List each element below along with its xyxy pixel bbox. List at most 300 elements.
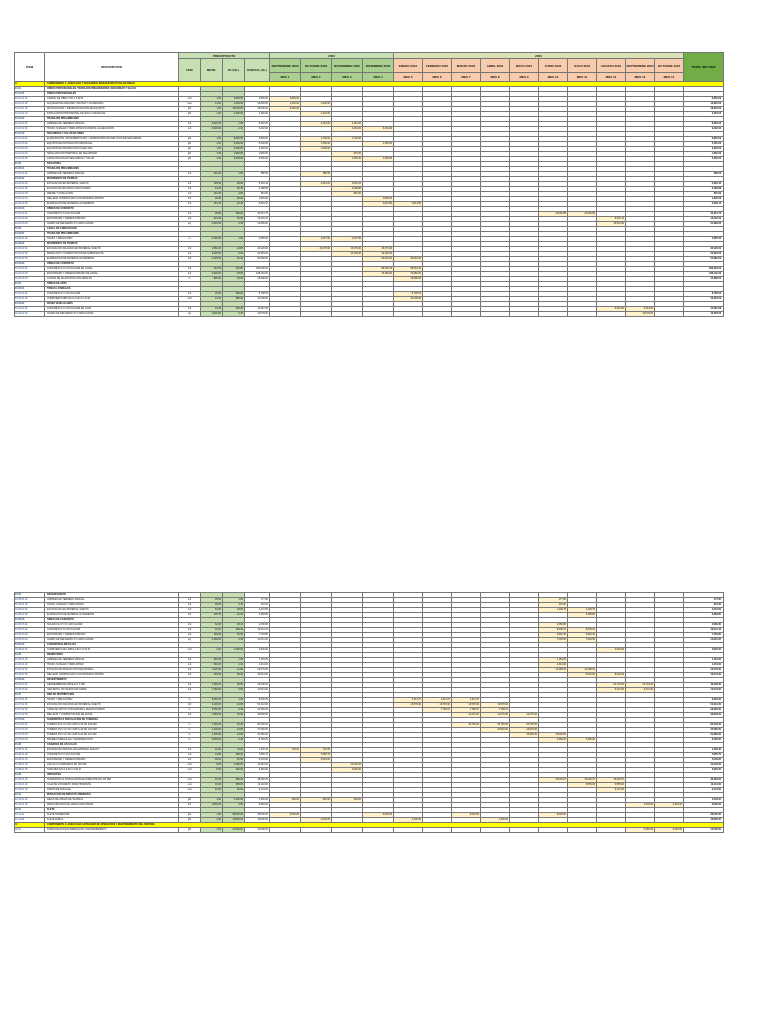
row-month-value: 2,368.80 bbox=[568, 613, 597, 618]
row-month-value: 975.00 bbox=[332, 152, 363, 157]
row-month-value: 8,708.52 bbox=[394, 292, 423, 297]
row-description: PASES VEHICULARES bbox=[45, 302, 179, 307]
row-item: 01.05.01.01 bbox=[15, 598, 45, 603]
row-month-value: 79,380.00 bbox=[394, 272, 423, 277]
row-item: 01.07.02.03 bbox=[15, 713, 45, 718]
row-item: 01.08.01.05 bbox=[15, 768, 45, 773]
row-item: 01.06 bbox=[15, 653, 45, 658]
row-month-value: 2,311.67 bbox=[452, 698, 481, 703]
row-description: CARTEL DE OBRA 3.60 X 4.80 M bbox=[45, 97, 179, 102]
row-parcial: 8,708.52 bbox=[245, 292, 270, 297]
row-item: 01.07 bbox=[15, 693, 45, 698]
col-total: TOTAL SET 2024 bbox=[684, 53, 724, 82]
row-unit: und bbox=[179, 778, 201, 783]
row-item: 01.06.01.01 bbox=[15, 658, 45, 663]
row-description: CARPINTERÍA METÁLICA bbox=[45, 643, 179, 648]
row-pu: 2.10 bbox=[223, 603, 245, 608]
row-total: 31,980.00 bbox=[684, 733, 724, 738]
row-parcial: 2,900.00 bbox=[245, 648, 270, 653]
row-parcial: 1,184.00 bbox=[245, 658, 270, 663]
row-parcial: 3,200.00 bbox=[245, 147, 270, 152]
row-total: 80,250.00 bbox=[684, 723, 724, 728]
row-month-value: 8,022.00 bbox=[597, 673, 626, 678]
row-description: COMPUERTA METÁLICA 0.40 X 0.40 M bbox=[45, 297, 179, 302]
row-total: 54,312.00 bbox=[684, 703, 724, 708]
row-month-value: 8,216.12 bbox=[597, 217, 626, 222]
row-pu: 9.80 bbox=[223, 688, 245, 693]
row-pu: 28.60 bbox=[223, 182, 245, 187]
row-item: 01.06.01.02 bbox=[15, 663, 45, 668]
row-description: MOVIMIENTO DE TIERRAS bbox=[45, 177, 179, 182]
row-parcial: 31,980.00 bbox=[245, 733, 270, 738]
row-description: TOMAS LATERALES bbox=[45, 287, 179, 292]
row-description: FLETE RURAL bbox=[45, 818, 179, 823]
row-month-value: 15,026.67 bbox=[568, 778, 597, 783]
row-parcial: 5,400.00 bbox=[245, 142, 270, 147]
row-month-value: 12,288.00 bbox=[568, 668, 597, 673]
row-metrado: 4,520.00 bbox=[201, 122, 223, 127]
row-pu: 22.40 bbox=[223, 613, 245, 618]
row-month-value: 2,327.50 bbox=[332, 237, 363, 242]
month-header: ENERO 2024 bbox=[394, 59, 423, 73]
row-description: RIEGO DE ZONAS DE TRABAJO bbox=[45, 798, 179, 803]
row-metrado: 312.40 bbox=[201, 217, 223, 222]
row-unit: kg bbox=[179, 638, 201, 643]
row-item: 01.07.03.01 bbox=[15, 723, 45, 728]
row-month-value bbox=[394, 828, 423, 833]
month-header: OCTUBRE 2024 bbox=[655, 59, 684, 73]
row-pu: 24.80 bbox=[223, 703, 245, 708]
row-total: 681.60 bbox=[684, 192, 724, 197]
row-item: 01.02.02.05 bbox=[15, 202, 45, 207]
row-description: CAMA DE APOYO CON MATERIAL SELECCIONADO bbox=[45, 708, 179, 713]
row-pu: 22.40 bbox=[223, 257, 245, 262]
row-item: 01.05.03 bbox=[15, 618, 45, 623]
row-parcial: 5,049.60 bbox=[245, 758, 270, 763]
row-description: SUMINISTRO E INSTALACIÓN DE TUBERÍAS bbox=[45, 718, 179, 723]
row-unit: glb bbox=[179, 798, 201, 803]
row-total: 6,188.88 bbox=[684, 187, 724, 192]
row-metrado: 14.00 bbox=[201, 102, 223, 107]
row-metrado: 1.00 bbox=[201, 107, 223, 112]
row-description: SOLADO E=4" F'C=100 KG/CM2 bbox=[45, 623, 179, 628]
row-pu: 96.00 bbox=[223, 788, 245, 793]
row-parcial: 46,128.00 bbox=[245, 247, 270, 252]
row-unit: glb bbox=[179, 107, 201, 112]
row-month-value: 9,625.00 bbox=[270, 813, 301, 818]
row-parcial: 201.60 bbox=[245, 603, 270, 608]
row-pu: 24.60 bbox=[223, 733, 245, 738]
row-month-value: 26,040.00 bbox=[363, 257, 394, 262]
col-descripcion: DESCRIPCIÓN bbox=[45, 53, 179, 82]
row-metrado: 1,640.00 bbox=[201, 312, 223, 317]
row-unit: glb bbox=[179, 818, 201, 823]
row-month-value bbox=[568, 828, 597, 833]
row-month-value: 15,544.50 bbox=[597, 222, 626, 227]
row-description: LIMPIEZA DE TERRENO MANUAL bbox=[45, 598, 179, 603]
row-description: COMPONENTE 2: ADECUADA CAPACIDAD DE OPERACIÓN Y MANTENIMIENTO DEL SISTEMA bbox=[45, 823, 724, 828]
col-pu: P.U.(S/.) bbox=[223, 59, 245, 82]
row-parcial: 16,800.00 bbox=[245, 102, 270, 107]
row-unit: m2 bbox=[179, 122, 201, 127]
row-parcial: 16,044.00 bbox=[245, 673, 270, 678]
row-month-value bbox=[423, 828, 452, 833]
row-total: 14,061.00 bbox=[684, 638, 724, 643]
row-month-value: 8,006.22 bbox=[539, 628, 568, 633]
row-metrado: 8.00 bbox=[201, 768, 223, 773]
row-unit: glb bbox=[179, 137, 201, 142]
row-month-value bbox=[301, 828, 332, 833]
row-pu: 468.20 bbox=[223, 753, 245, 758]
row-parcial: 47,080.00 bbox=[245, 728, 270, 733]
row-item: 01.02.03.02 bbox=[15, 217, 45, 222]
row-month-value: 3,892.40 bbox=[568, 633, 597, 638]
row-month-value: 15,026.67 bbox=[539, 778, 568, 783]
row-month-value: 3,330.00 bbox=[626, 803, 655, 808]
row-unit: m3 bbox=[179, 628, 201, 633]
row-description: COMPUERTA DE LIMPIA 0.60 X 0.60 M bbox=[45, 648, 179, 653]
row-metrado: 46.00 bbox=[201, 783, 223, 788]
row-item: 01.04.01 bbox=[15, 287, 45, 292]
row-description: OBRAS PROVISIONALES bbox=[45, 92, 179, 97]
row-total: 52,080.00 bbox=[684, 257, 724, 262]
row-description: CONCRETO F'C=210 KG/CM2 bbox=[45, 753, 179, 758]
row-description: CONCRETO F'C=210 KG/CM2 bbox=[45, 292, 179, 297]
row-description: SEGURIDAD Y SALUD EN OBRA bbox=[45, 132, 179, 137]
row-description: ENCOFRADO Y DESENCOFRADO bbox=[45, 758, 179, 763]
row-total: 2,380.80 bbox=[684, 623, 724, 628]
row-item: 01.02.01 bbox=[15, 167, 45, 172]
row-pu: 1.90 bbox=[223, 237, 245, 242]
row-pu: 18.40 bbox=[223, 277, 245, 282]
row-month-value: 12,288.00 bbox=[539, 668, 568, 673]
row-month-value bbox=[452, 828, 481, 833]
row-pu: 2.10 bbox=[223, 127, 245, 132]
row-unit: und bbox=[179, 763, 201, 768]
row-description: ALQUILER DE ALMACÉN, OFICINA Y GUARDIANÍA bbox=[45, 102, 179, 107]
row-description: ENCOFRADO Y DESENCOFRADO bbox=[45, 633, 179, 638]
row-metrado: 46.00 bbox=[201, 778, 223, 783]
row-unit: glb bbox=[179, 813, 201, 818]
row-month-value: 2,380.80 bbox=[539, 623, 568, 628]
row-pu: 6.45 bbox=[223, 638, 245, 643]
row-item: 01.06.03.01 bbox=[15, 683, 45, 688]
row-unit: m2 bbox=[179, 272, 201, 277]
row-description: DADOS DE ANCLAJE bbox=[45, 788, 179, 793]
row-description: EXCAVACIÓN MASIVA CON MAQUINARIA bbox=[45, 668, 179, 673]
row-total: 10,487.68 bbox=[684, 307, 724, 312]
row-parcial: 24,576.00 bbox=[245, 668, 270, 673]
row-metrado: 1.00 bbox=[201, 157, 223, 162]
row-item: 01 bbox=[15, 82, 45, 87]
row-item: 01.03.02 bbox=[15, 242, 45, 247]
row-total: 8,708.52 bbox=[684, 292, 724, 297]
row-pu: 1.85 bbox=[223, 658, 245, 663]
row-parcial: 9,492.00 bbox=[245, 127, 270, 132]
row-month-value: 4,380.00 bbox=[568, 738, 597, 743]
row-metrado: 96.80 bbox=[201, 212, 223, 217]
row-parcial: 36,828.00 bbox=[245, 713, 270, 718]
row-month-value: 1,350.00 bbox=[301, 142, 332, 147]
row-month-value: 4,200.00 bbox=[481, 818, 510, 823]
row-total: 4,200.00 bbox=[684, 798, 724, 803]
row-month-value: 8,022.00 bbox=[568, 673, 597, 678]
row-item: 01.02 bbox=[15, 162, 45, 167]
row-item: 01.02.03.03 bbox=[15, 222, 45, 227]
col-item: ITEM bbox=[15, 53, 45, 82]
row-pu: 1,280.00 bbox=[223, 763, 245, 768]
row-month-value: 600.00 bbox=[301, 798, 332, 803]
row-pu: 12,500.00 bbox=[223, 828, 245, 833]
row-pu: 1,950.00 bbox=[223, 152, 245, 157]
row-unit: glb bbox=[179, 157, 201, 162]
row-item: 01.03.03.03 bbox=[15, 277, 45, 282]
row-month-value: 12,276.00 bbox=[510, 713, 539, 718]
row-metrado: 1.00 bbox=[201, 798, 223, 803]
row-description: OBRAS PROVISIONALES, TRABAJOS PRELIMINARES, SEGURIDAD Y SALUD bbox=[45, 87, 179, 92]
row-metrado: 612.50 bbox=[201, 267, 223, 272]
row-month-value: 10,192.00 bbox=[332, 252, 363, 257]
row-metrado: 62.00 bbox=[201, 623, 223, 628]
row-description: SUMINISTRO E INSTALACIÓN DE HIDRANTE DN 110 MM bbox=[45, 778, 179, 783]
month-header: MARZO 2024 bbox=[452, 59, 481, 73]
row-unit: m3 bbox=[179, 257, 201, 262]
row-month-value: 15,026.67 bbox=[597, 778, 626, 783]
row-parcial: 1,344.00 bbox=[245, 663, 270, 668]
row-item: 01.02.03.01 bbox=[15, 212, 45, 217]
row-item: 01.01.02 bbox=[15, 117, 45, 122]
row-pu: 850.00 bbox=[223, 297, 245, 302]
row-unit: und bbox=[179, 97, 201, 102]
row-month-value: 600.00 bbox=[332, 798, 363, 803]
row-unit: m3 bbox=[179, 608, 201, 613]
row-item: 01.03.03 bbox=[15, 262, 45, 267]
row-description: EXCAVACIÓN DE ZANJA EN MATERIAL SUELTO bbox=[45, 247, 179, 252]
row-total: 1,436.40 bbox=[684, 748, 724, 753]
row-unit: m3 bbox=[179, 212, 201, 217]
row-metrado: 1,920.00 bbox=[201, 668, 223, 673]
row-item: 01.11 bbox=[15, 808, 45, 813]
row-month-value: 10,578.00 bbox=[626, 312, 655, 317]
row-month-value: 681.60 bbox=[332, 192, 363, 197]
row-pu: 432.80 bbox=[223, 267, 245, 272]
row-item: 01.01 bbox=[15, 87, 45, 92]
month-header: SEPTIEMBRE 2023 bbox=[270, 59, 301, 73]
row-month-value: 13,578.00 bbox=[394, 703, 423, 708]
mes-label: MES 4 bbox=[363, 73, 394, 82]
row-description: RELLENO COMPACTADO CON MATERIAL PROPIO bbox=[45, 197, 179, 202]
row-item: 01.08.01.03 bbox=[15, 758, 45, 763]
month-header: JULIO 2024 bbox=[568, 59, 597, 73]
row-description: TUBERÍA PVC UF ISO 4435 S-20 DN 160 MM bbox=[45, 728, 179, 733]
row-parcial: 14,061.00 bbox=[245, 638, 270, 643]
row-metrado: 2.00 bbox=[201, 648, 223, 653]
row-month-value: 2,400.00 bbox=[301, 112, 332, 117]
row-unit: m3 bbox=[179, 292, 201, 297]
row-parcial: 8,362.00 bbox=[245, 122, 270, 127]
row-item: 01.03.01 bbox=[15, 232, 45, 237]
row-item: 01.04.02.01 bbox=[15, 307, 45, 312]
row-item: 01.04.02.02 bbox=[15, 312, 45, 317]
row-metrado: 84.60 bbox=[201, 608, 223, 613]
mes-label: MES 1 bbox=[270, 73, 301, 82]
row-description: MITIGACIÓN DE IMPACTO AMBIENTAL bbox=[45, 793, 179, 798]
row-total: 16,800.00 bbox=[684, 818, 724, 823]
row-unit: m3 bbox=[179, 247, 201, 252]
row-pu: 1,200.00 bbox=[223, 102, 245, 107]
row-pu: 1,450.00 bbox=[223, 648, 245, 653]
row-description: EQUIPOS DE PROTECCIÓN COLECTIVA bbox=[45, 147, 179, 152]
row-item: 01.05.03.03 bbox=[15, 633, 45, 638]
row-month-value: 3,164.00 bbox=[363, 127, 394, 132]
row-unit: m2 bbox=[179, 192, 201, 197]
row-description: CONCRETO F'C=210 KG/CM2 bbox=[45, 212, 179, 217]
row-month-value: 10,240.00 bbox=[332, 763, 363, 768]
row-unit: m2 bbox=[179, 598, 201, 603]
row-unit: und bbox=[179, 297, 201, 302]
row-item: 01.02.02.01 bbox=[15, 182, 45, 187]
row-parcial: 1,950.00 bbox=[245, 152, 270, 157]
row-metrado: 1.00 bbox=[201, 97, 223, 102]
row-metrado: 2,180.00 bbox=[201, 638, 223, 643]
row-parcial: 6,188.88 bbox=[245, 187, 270, 192]
row-description: FLETE bbox=[45, 808, 179, 813]
row-description: CONCRETO F'C=210 KG/CM2 EN LOSA bbox=[45, 307, 179, 312]
row-month-value: 88,363.33 bbox=[394, 267, 423, 272]
row-unit: m3 bbox=[179, 202, 201, 207]
row-metrado: 1,980.00 bbox=[201, 713, 223, 718]
row-pu: 468.20 bbox=[223, 307, 245, 312]
row-month-value: 1,250.00 bbox=[363, 157, 394, 162]
row-metrado: 1,860.00 bbox=[201, 247, 223, 252]
year-2023: 2023 bbox=[270, 53, 394, 59]
row-pu: 2.10 bbox=[223, 663, 245, 668]
row-month-value bbox=[597, 312, 626, 317]
row-month-value: 5,049.60 bbox=[301, 758, 332, 763]
row-item: 01.05.02.02 bbox=[15, 613, 45, 618]
row-description: GEOTEXTIL NO TEJIDO 200 GR/M2 bbox=[45, 688, 179, 693]
row-month-value: 7,786.67 bbox=[423, 708, 452, 713]
row-description: COMPONENTE 1: ADECUADA Y SUFICIENTE INFRAESTRUCTURA DE RIEGO bbox=[45, 82, 724, 87]
row-description: ENCOFRADO Y DESENCOFRADO DE CANAL bbox=[45, 272, 179, 277]
row-month-value: 5,243.84 bbox=[626, 307, 655, 312]
row-month-value: 2,651.22 bbox=[301, 182, 332, 187]
row-item: 02 bbox=[15, 823, 45, 828]
table-row bbox=[15, 312, 724, 317]
row-month-value: 1,184.00 bbox=[539, 658, 568, 663]
row-item: 01.01.03 bbox=[15, 132, 45, 137]
row-metrado: 22.40 bbox=[201, 307, 223, 312]
row-description: TRAZO Y REPLANTEO bbox=[45, 698, 179, 703]
row-pu: 3,850.00 bbox=[223, 97, 245, 102]
row-month-value: 718.20 bbox=[270, 748, 301, 753]
row-item: 01.07.03.03 bbox=[15, 733, 45, 738]
row-month-value: 22,660.88 bbox=[568, 212, 597, 217]
row-pu: 1.85 bbox=[223, 172, 245, 177]
row-item: 01.09.01.02 bbox=[15, 783, 45, 788]
row-month-value bbox=[597, 828, 626, 833]
row-month-value: 2,900.00 bbox=[597, 648, 626, 653]
row-description: MOVIMIENTO DE TIERRAS bbox=[45, 242, 179, 247]
row-unit: m3 bbox=[179, 703, 201, 708]
row-month-value: 177.60 bbox=[539, 598, 568, 603]
month-header: NOVIEMBRE 2023 bbox=[332, 59, 363, 73]
row-description: CAPACITACIÓN EN SEGURIDAD Y SALUD bbox=[45, 157, 179, 162]
row-description: INSTALACIÓN PROVISIONAL DE AGUA Y DESAGÜE bbox=[45, 112, 179, 117]
row-item: 01.03.02.01 bbox=[15, 247, 45, 252]
row-item: 01.02.02.03 bbox=[15, 192, 45, 197]
row-parcial: 16,012.44 bbox=[245, 628, 270, 633]
row-description: BOCATOMA bbox=[45, 162, 179, 167]
row-item: 01.10.01.01 bbox=[15, 798, 45, 803]
schedule-table-2 bbox=[14, 592, 724, 833]
row-month-value: 24,704.00 bbox=[597, 683, 626, 688]
row-description: HIDRANTES bbox=[45, 773, 179, 778]
row-month-value bbox=[363, 828, 394, 833]
row-unit: glb bbox=[179, 147, 201, 152]
row-month-value bbox=[301, 312, 332, 317]
row-pu: 38,500.00 bbox=[223, 813, 245, 818]
row-item: 01.05.02.01 bbox=[15, 608, 45, 613]
row-total: 38,500.00 bbox=[684, 813, 724, 818]
row-month-value: 1,200.00 bbox=[301, 102, 332, 107]
row-item: 01.08.01.02 bbox=[15, 753, 45, 758]
row-month-value: 6,250.00 bbox=[655, 828, 684, 833]
row-month-value: 6,272.00 bbox=[626, 688, 655, 693]
row-item: 01.09.01.01 bbox=[15, 778, 45, 783]
row-parcial: 12,500.00 bbox=[245, 828, 270, 833]
row-unit: und bbox=[179, 768, 201, 773]
row-unit: m3 bbox=[179, 668, 201, 673]
row-item: 01.01.03.02 bbox=[15, 142, 45, 147]
row-description: ELABORACIÓN, IMPLEMENTACIÓN Y ADMINISTRACIÓN DEL PLAN DE SEGURIDAD bbox=[45, 137, 179, 142]
row-description: ELIMINACIÓN DE MATERIAL EXCEDENTE bbox=[45, 257, 179, 262]
row-parcial: 13,110.00 bbox=[245, 783, 270, 788]
row-total: 2,368.80 bbox=[684, 613, 724, 618]
row-item: 01.07.03.02 bbox=[15, 728, 45, 733]
row-description: TRAZO Y REPLANTEO bbox=[45, 237, 179, 242]
row-parcial: 177.60 bbox=[245, 598, 270, 603]
row-unit: m2 bbox=[179, 758, 201, 763]
row-total: 49,408.00 bbox=[684, 683, 724, 688]
row-month-value: 7,030.50 bbox=[568, 638, 597, 643]
row-month-value: 1,845.06 bbox=[363, 197, 394, 202]
row-month-value bbox=[270, 828, 301, 833]
row-total: 238,140.00 bbox=[684, 272, 724, 277]
row-month-value: 22,660.88 bbox=[539, 212, 568, 217]
row-description: ACERO DE REFUERZO FY=4200 KG/CM2 bbox=[45, 222, 179, 227]
row-total: 9,492.00 bbox=[684, 127, 724, 132]
row-description: EXCAVACIÓN EN ROCA FRACTURADA bbox=[45, 187, 179, 192]
row-total: 16,044.00 bbox=[684, 673, 724, 678]
row-unit: kg bbox=[179, 312, 201, 317]
row-month-value: 15,376.00 bbox=[301, 247, 332, 252]
row-total: 23,360.00 bbox=[684, 708, 724, 713]
row-description: REFINE Y NIVELACIÓN bbox=[45, 192, 179, 197]
row-month-value: 3,360.00 bbox=[332, 768, 363, 773]
row-pu: 22.40 bbox=[223, 202, 245, 207]
row-metrado: 3,650.00 bbox=[201, 738, 223, 743]
row-pu: 4,200.00 bbox=[223, 798, 245, 803]
row-parcial: 5,302.44 bbox=[245, 182, 270, 187]
row-month-value bbox=[481, 828, 510, 833]
row-item: 01.01.01.03 bbox=[15, 107, 45, 112]
row-metrado: 640.00 bbox=[201, 663, 223, 668]
row-total: 1,845.06 bbox=[684, 197, 724, 202]
row-pu: 52.60 bbox=[223, 217, 245, 222]
row-month-value: 15,376.00 bbox=[363, 247, 394, 252]
row-pu: 96.40 bbox=[223, 187, 245, 192]
